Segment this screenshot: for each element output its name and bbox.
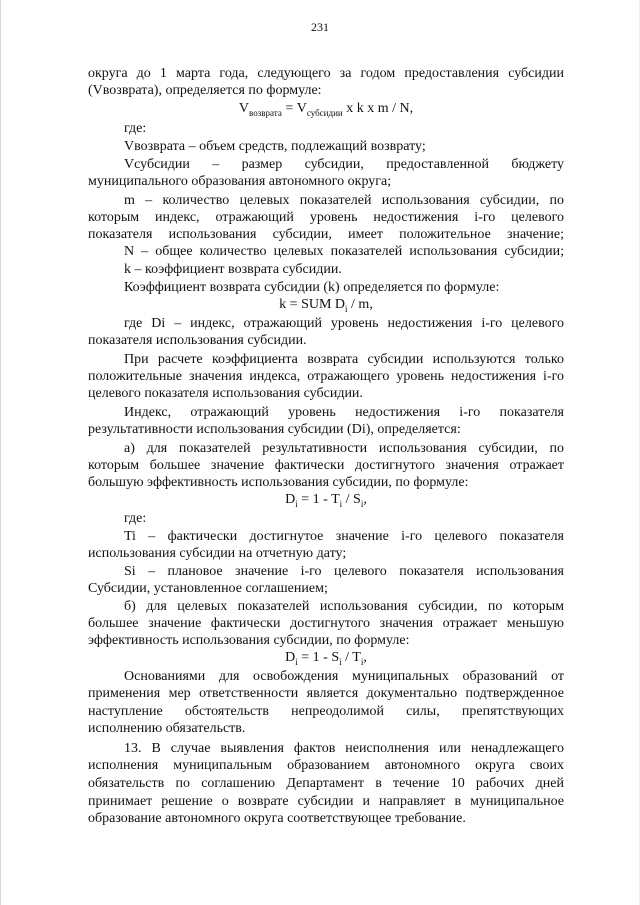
case-b-cont: большее значение фактически достигнутого значения отражает меньшую — [88, 616, 564, 631]
definition-vvozvrata: Vвозврата – объем средств, подлежащий возврату; — [124, 139, 426, 154]
di-definition-cont: показателя использования субсидии. — [88, 333, 307, 348]
grounds-paragraph-cont: применения мер ответственности является документально подтвержденное — [88, 686, 564, 701]
item-13-cont: образование автономного округа соответствующее требование. — [88, 811, 466, 826]
formula-vvozvrata: $V_{возврата} = V_{субсидии}$ x k x m / N, — [238, 101, 414, 118]
case-b: б) для целевых показателей использования субсидии, по которым — [124, 599, 564, 614]
item-13-cont: принимает решение о возврате субсидии и направляет в муниципальное — [88, 794, 564, 809]
definition-n: N – общее количество целевых показателей использования субсидии; — [124, 244, 564, 259]
definition-m: m – количество целевых показателей использования субсидии, по — [124, 193, 564, 208]
positive-values-note: При расчете коэффициента возврата субсидии используются только — [124, 352, 564, 367]
di-definition: где Di – индекс, отражающий уровень недостижения i-го целевого — [124, 316, 564, 331]
definition-ti-cont: использования субсидии на отчетную дату; — [88, 546, 347, 561]
definition-vsubsidii-cont: муниципального образования автономного округа; — [88, 174, 392, 189]
case-a-cont: которым большее значение фактически достигнутого значения отражает — [88, 458, 564, 473]
k-formula-intro: Коэффициент возврата субсидии (k) определяется по формуле: — [124, 280, 500, 295]
formula-k: k = SUM $D_i$ / m, — [279, 297, 373, 314]
grounds-paragraph-cont: наступление обстоятельств непреодолимой силы, препятствующих — [88, 704, 564, 719]
item-13-cont: исполнения муниципальным образованием автономного округа своих — [88, 758, 564, 773]
item-13-cont: обязательств по соглашению Департамент в течение 10 рабочих дней — [88, 776, 564, 791]
index-intro: Индекс, отражающий уровень недостижения i-го показателя — [124, 405, 564, 420]
formula-di-b: $D_i = 1 - S_i / T_i$, — [285, 650, 367, 667]
grounds-paragraph-cont: исполнению обязательств. — [88, 721, 246, 736]
definition-si-cont: Субсидии, установленное соглашением; — [88, 581, 328, 596]
definition-k: k – коэффициент возврата субсидии. — [124, 262, 342, 277]
where-label: где: — [124, 511, 147, 526]
para-line: округа до 1 марта года, следующего за годом предоставления субсидии — [88, 66, 564, 81]
scan-edge-left — [0, 0, 1, 905]
para-line: (Vвозврата), определяется по формуле: — [88, 83, 322, 98]
item-13: 13. В случае выявления фактов неисполнения или ненадлежащего — [124, 741, 564, 756]
positive-values-note-cont: целевого показателя использования субсидии. — [88, 386, 363, 401]
definition-si: Si – плановое значение i-го целевого показателя использования — [124, 564, 564, 579]
definition-m-cont: которым индекс, отражающий уровень недостижения i-го целевого — [88, 210, 564, 225]
positive-values-note-cont: положительные значения индекса, отражающего уровень недостижения i-го — [88, 369, 564, 384]
page-number: 231 — [311, 20, 329, 34]
case-a-cont: большую эффективность использования субсидии, по формуле: — [88, 475, 469, 490]
formula-di-a: $D_i = 1 - T_i / S_i$, — [285, 492, 367, 509]
definition-ti: Ti – фактически достигнутое значение i-го целевого показателя — [124, 529, 564, 544]
case-a: а) для показателей результативности использования субсидии, по — [124, 441, 564, 456]
definition-m-cont: показателя использования субсидии, имеет положительное значение; — [88, 227, 564, 242]
index-intro-cont: результативности использования субсидии (Di), определяется: — [88, 422, 461, 437]
definition-vsubsidii: Vсубсидии – размер субсидии, предоставленной бюджету — [124, 157, 564, 172]
case-b-cont: эффективность использования субсидии, по формуле: — [88, 633, 410, 648]
grounds-paragraph: Основаниями для освобождения муниципальных образований от — [124, 669, 564, 684]
where-label: где: — [124, 121, 147, 136]
